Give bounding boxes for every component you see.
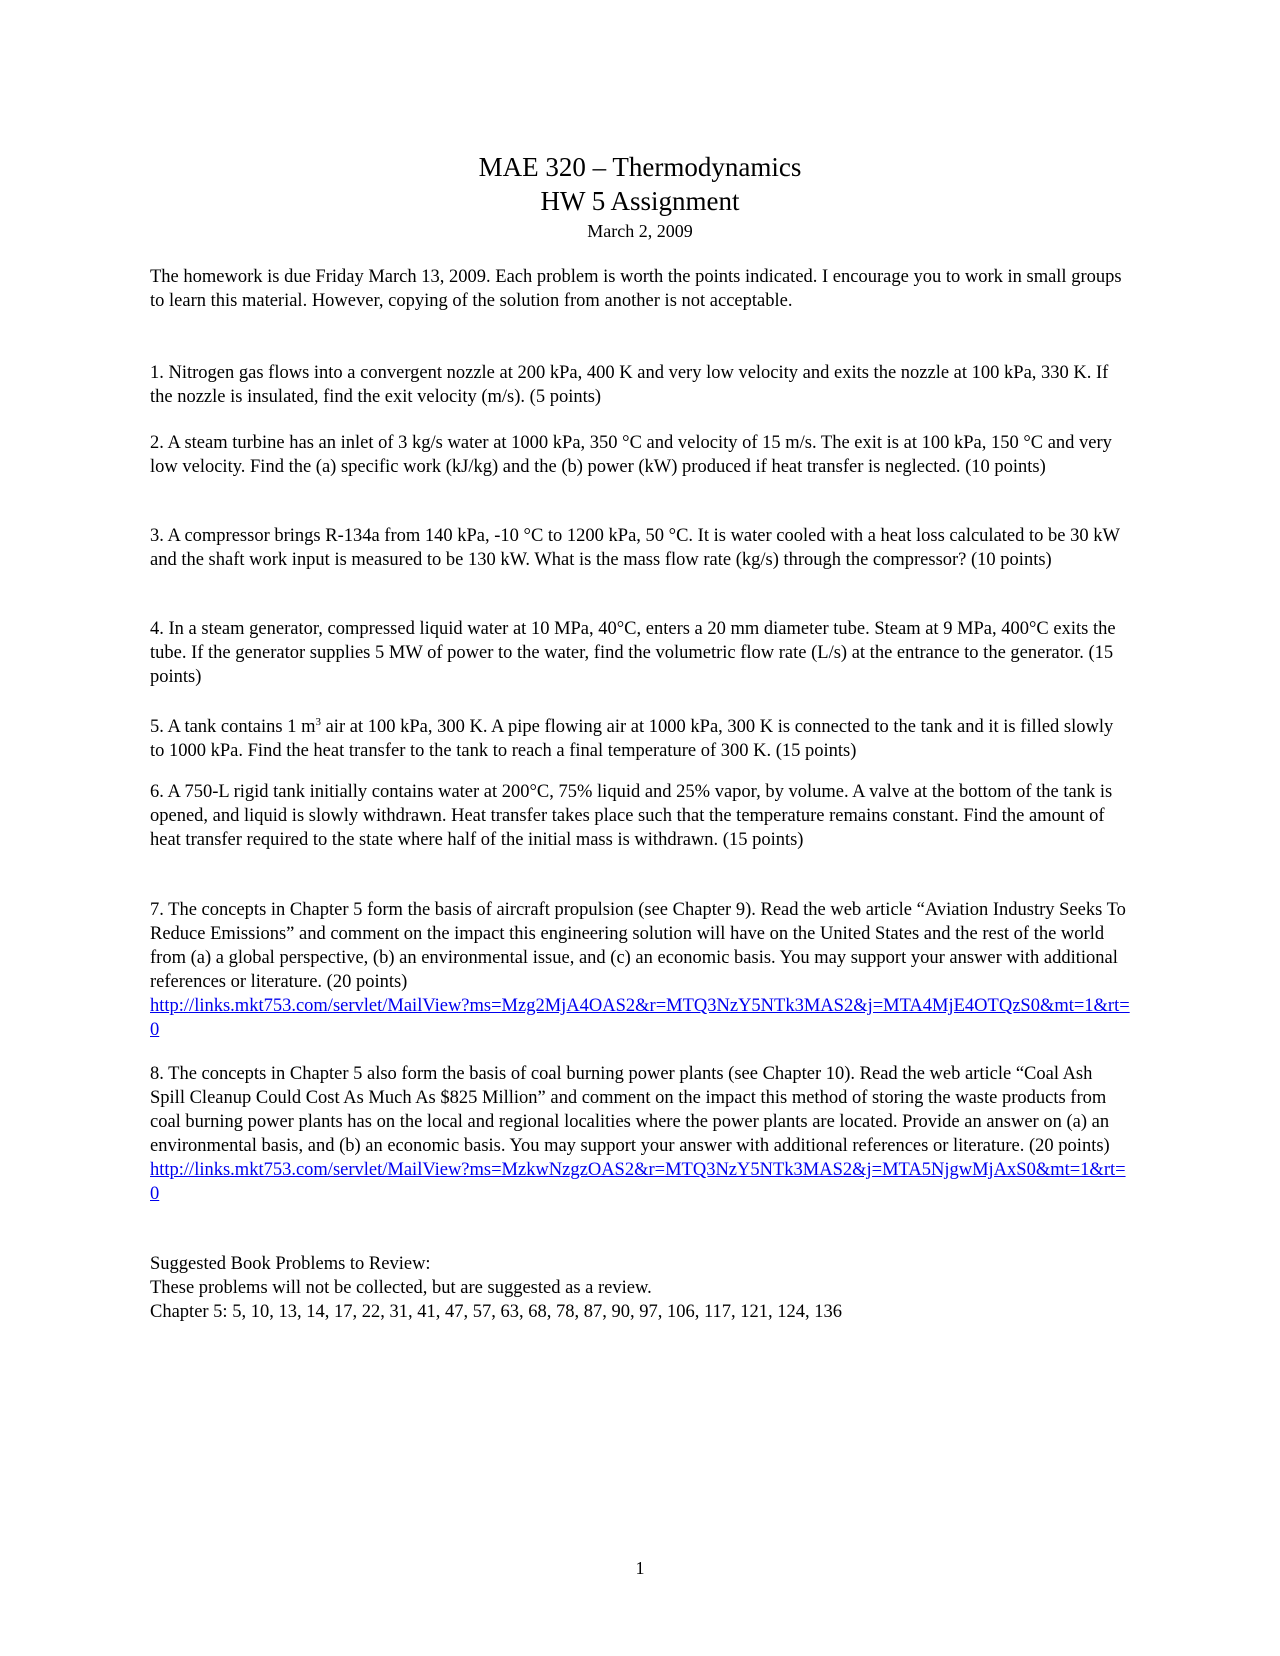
problem-6-text: 6. A 750-L rigid tank initially contains water at 200°C, 75% liquid and 25% vapor, by volume. A valve at the bottom of the tank is opened, and liquid is slowly withdrawn. Heat transfer takes place such that the temperature remains constant. Find the amount of heat transfer required to the state where half of the initial mass is withdrawn. (15 points) <box>150 782 1113 850</box>
suggested-heading: Suggested Book Problems to Review: <box>150 1254 431 1274</box>
intro-paragraph <box>150 265 1130 313</box>
suggested-problems <box>150 1252 1130 1324</box>
suggested-note: These problems will not be collected, but are suggested as a review. <box>150 1278 652 1298</box>
problem-8-text: 8. The concepts in Chapter 5 also form the basis of coal burning power plants (see Chapter 10). Read the web article “Coal Ash Spill Cleanup Could Cost As Much As $825 Million” and comment on the impact this method of storing the waste products from coal burning power plants has on the local and regional localities where the power plants are located. Provide an answer on (a) an environmental basis, and (b) an economic basis. You may support your answer with additional references or literature. (20 points) <box>150 1064 1110 1156</box>
suggested-list: Chapter 5: 5, 10, 13, 14, 17, 22, 31, 41, 47, 57, 63, 68, 78, 87, 90, 97, 106, 117, 121, 124, 136 <box>150 1302 843 1322</box>
problem-1-text: 1. Nitrogen gas flows into a convergent nozzle at 200 kPa, 400 K and very low velocity and exits the nozzle at 100 kPa, 330 K. If the nozzle is insulated, find the exit velocity (m/s). (5 points) <box>150 363 1109 407</box>
superscript-cubed: 3 <box>315 716 321 728</box>
problem-3 <box>150 524 1130 572</box>
problem-3-text: 3. A compressor brings R-134a from 140 kPa, -10 °C to 1200 kPa, 50 °C. It is water cooled with a heat loss calculated to be 30 kW and the shaft work input is measured to be 130 kW. What is the mass flow rate (kg/s) through the compressor? (10 points) <box>150 526 1120 570</box>
problem-4-text: 4. In a steam generator, compressed liquid water at 10 MPa, 40°C, enters a 20 mm diameter tube. Steam at 9 MPa, 400°C exits the tube. If the generator supplies 5 MW of power to the water, find the volumetric flow rate (L/s) at the entrance to the generator. (15 points) <box>150 619 1116 687</box>
problem-7-text: 7. The concepts in Chapter 5 form the basis of aircraft propulsion (see Chapter 9). Read the web article “Aviation Industry Seeks To Reduce Emissions” and comment on the impact this engineering solution will have on the United States and the rest of the world from (a) a global perspective, (b) an environmental issue, and (c) an economic basis. You may support your answer with additional references or literature. (20 points) <box>150 900 1126 992</box>
title-block <box>0 150 1280 244</box>
problem-1 <box>150 361 1130 409</box>
problem-8-link[interactable]: http://links.mkt753.com/servlet/MailView?ms=MzkwNzgzOAS2&r=MTQ3NzY5NTk3MAS2&j=MTA5NjgwMjAxS0&mt=1&rt=0 <box>150 1160 1126 1204</box>
problem-5 <box>150 710 1130 763</box>
problem-6 <box>150 780 1130 852</box>
problem-7-link[interactable]: http://links.mkt753.com/servlet/MailView?ms=Mzg2MjA4OAS2&r=MTQ3NzY5NTk3MAS2&j=MTA4MjE4OTQzS0&mt=1&rt=0 <box>150 996 1130 1040</box>
problem-4 <box>150 617 1130 689</box>
problem-7 <box>150 898 1130 1042</box>
assignment-title: HW 5 Assignment <box>540 186 740 216</box>
problem-8 <box>150 1062 1130 1206</box>
problem-2 <box>150 431 1130 479</box>
problem-5-text <box>150 710 1130 763</box>
page-number: 1 <box>635 1558 645 1578</box>
assignment-date: March 2, 2009 <box>587 221 693 241</box>
problem-5-before: 5. A tank contains 1 m <box>150 717 316 738</box>
course-title: MAE 320 – Thermodynamics <box>478 152 802 182</box>
intro-text: The homework is due Friday March 13, 2009. Each problem is worth the points indicated. I encourage you to work in small groups to learn this material. However, copying of the solution from another is not acceptable. <box>150 267 1122 311</box>
problem-5-after: air at 100 kPa, 300 K. A pipe flowing air at 1000 kPa, 300 K is connected to the tank and it is filled slowly to 1000 kPa. Find the heat transfer to the tank to reach a final temperature of 300 K. (15 points) <box>150 717 1114 762</box>
problem-2-text: 2. A steam turbine has an inlet of 3 kg/s water at 1000 kPa, 350 °C and velocity of 15 m/s. The exit is at 100 kPa, 150 °C and very low velocity. Find the (a) specific work (kJ/kg) and the (b) power (kW) produced if heat transfer is neglected. (10 points) <box>150 433 1112 477</box>
